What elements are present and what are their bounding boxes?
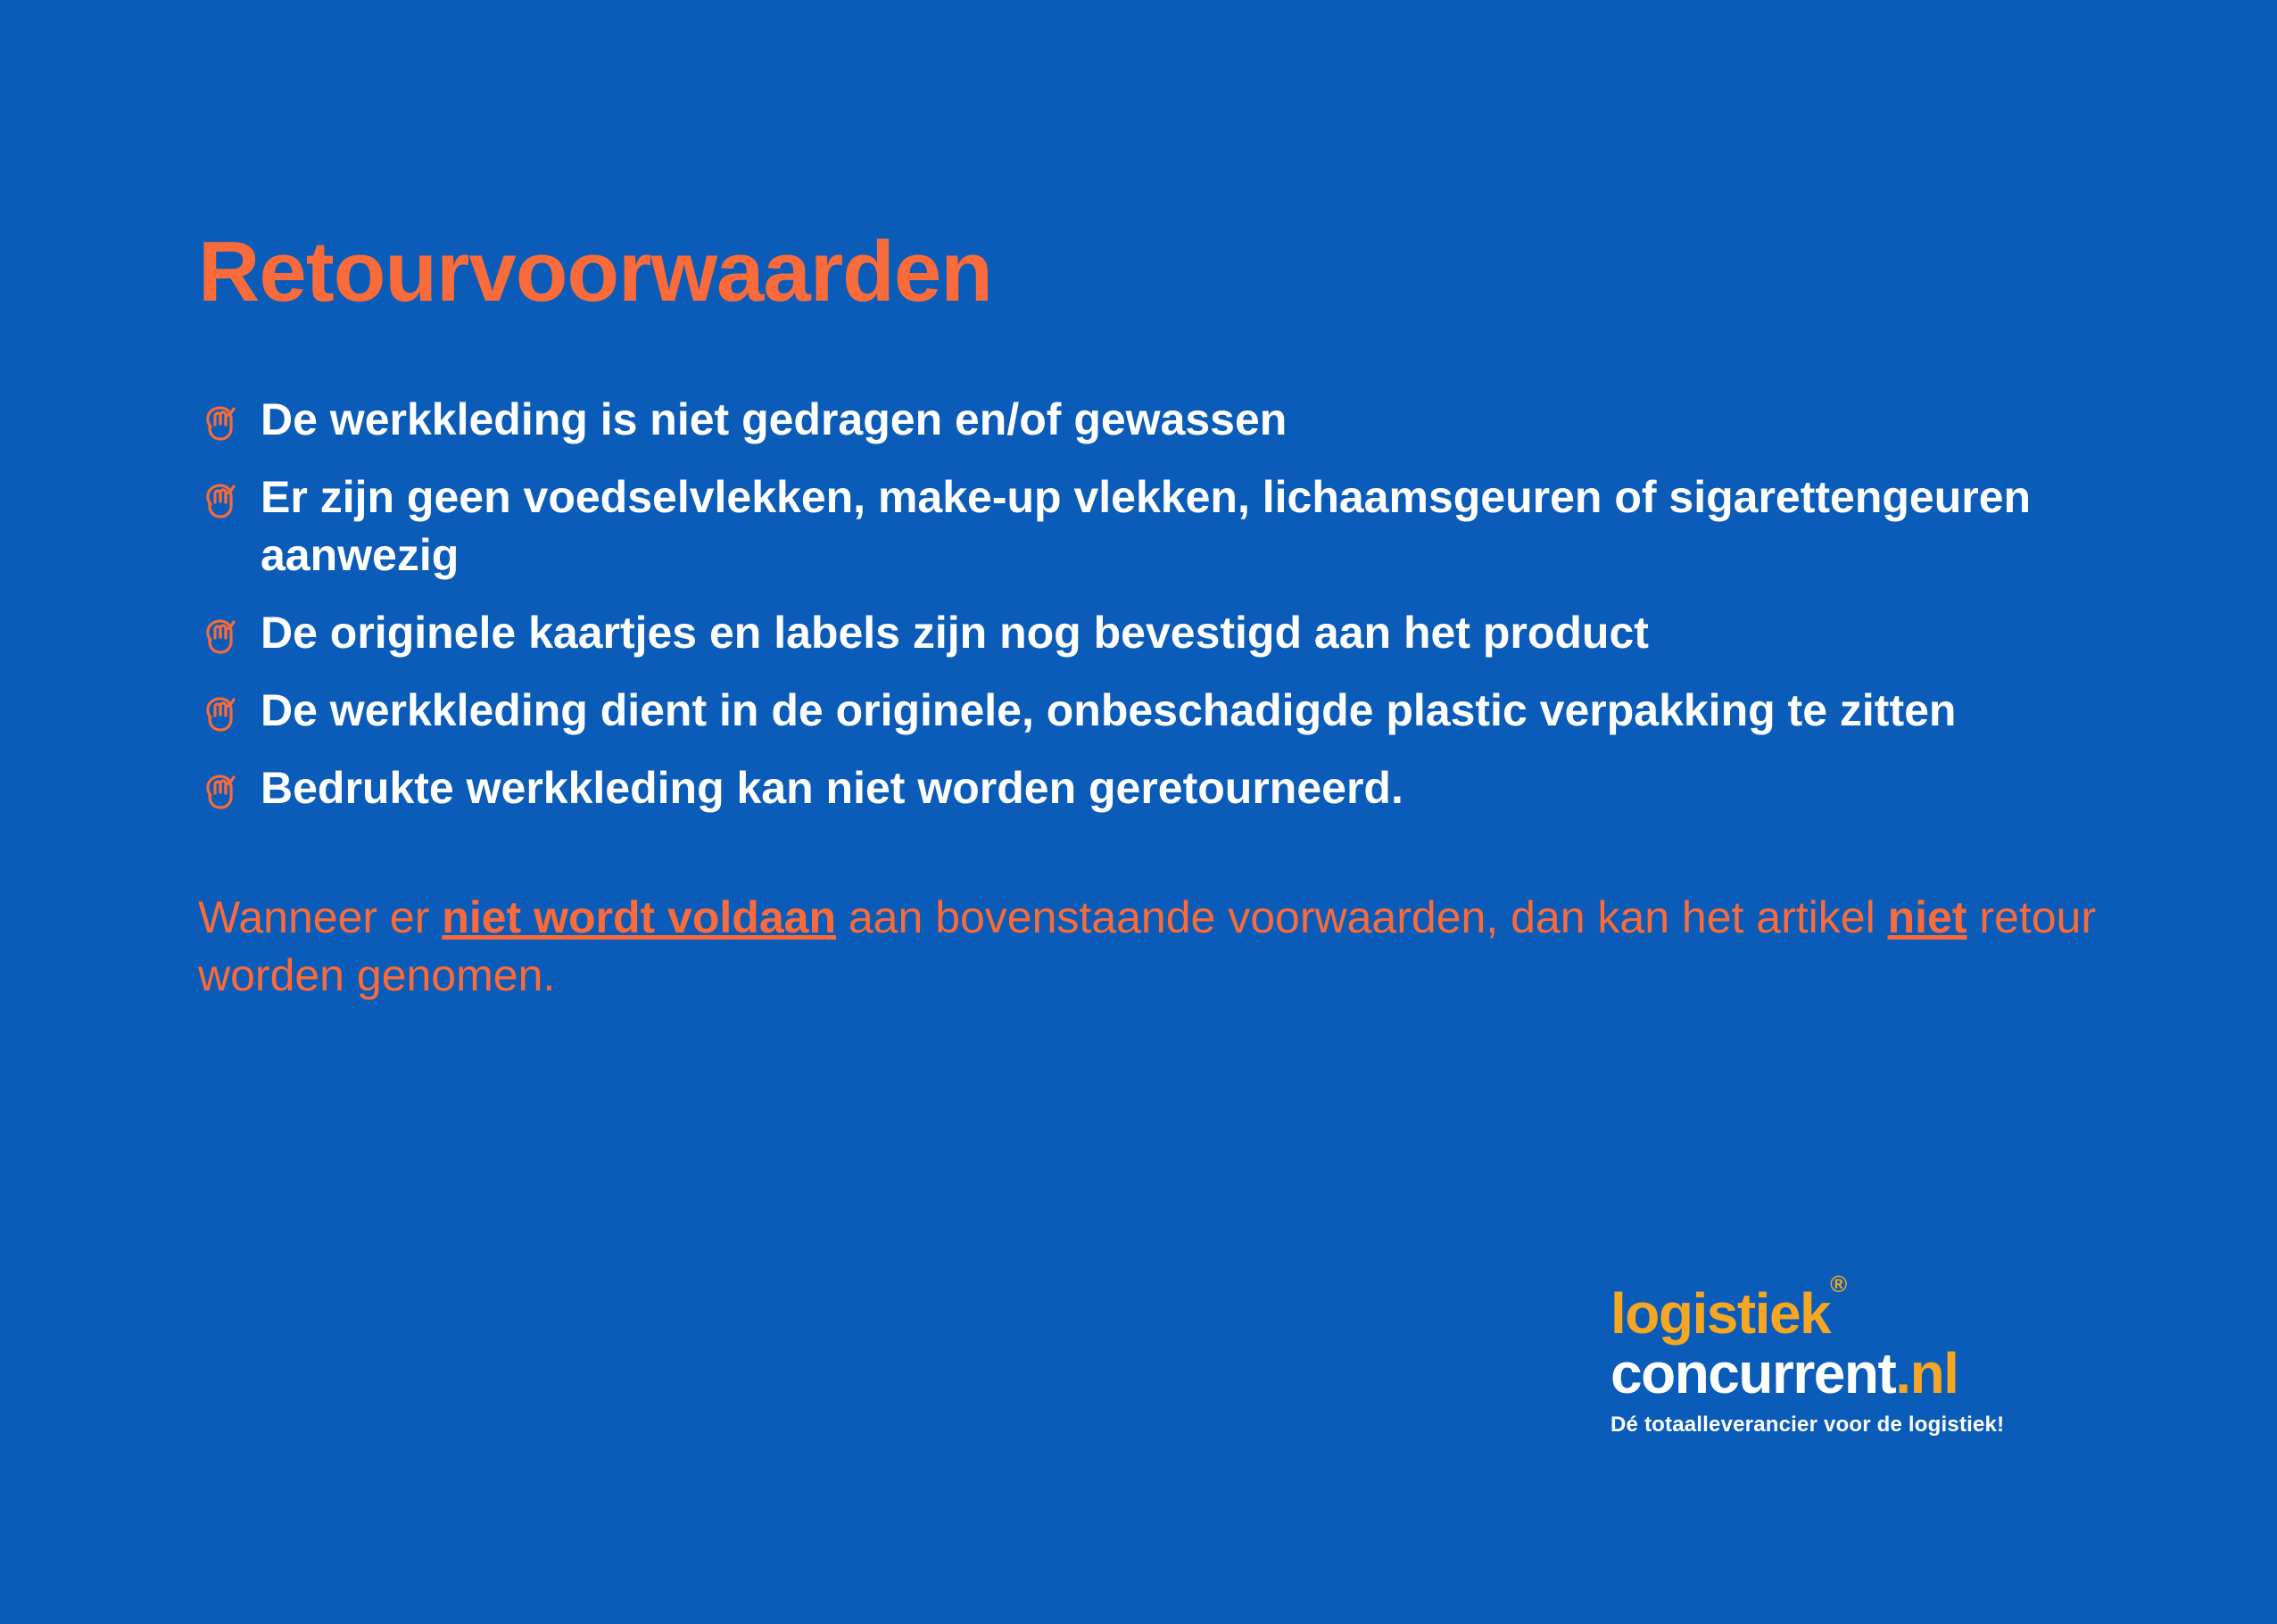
logo: [1610, 1271, 2074, 1438]
list-item-label: Bedrukte werkkleding kan niet worden geretourneerd.: [261, 762, 1403, 813]
note-emphasis-2: niet: [1887, 891, 1967, 942]
list-item-label: De werkkleding dient in de originele, onbeschadigde plastic verpakking te zitten: [261, 684, 1957, 735]
return-policy-note: [198, 889, 2116, 1005]
slide-content: [198, 224, 2125, 1049]
list-item-label: Er zijn geen voedselvlekken, make-up vlekken, lichaamsgeuren of sigarettengeuren aanwezig: [261, 471, 2032, 580]
hand-bullet-icon: [198, 604, 244, 659]
hand-bullet-icon: [198, 391, 244, 446]
list-item-label: De originele kaartjes en labels zijn nog bevestigd aan het product: [261, 607, 1649, 658]
list-item: [198, 468, 2125, 584]
list-item: [198, 682, 2125, 740]
note-part-3: retour worden genomen.: [198, 891, 2096, 1000]
list-item-label: De werkkleding is niet gedragen en/of gewassen: [261, 394, 1288, 444]
list-item: [198, 391, 2125, 449]
hand-bullet-icon: [198, 682, 244, 737]
note-part-2: aan bovenstaande voorwaarden, dan kan het artikel: [835, 891, 1888, 942]
logo-line-logistiek: [1610, 1271, 2074, 1346]
logo-text-nl: .nl: [1895, 1341, 1958, 1405]
list-item: [198, 604, 2125, 662]
note-part-1: Wanneer er: [198, 891, 443, 942]
logo-tagline: Dé totaalleverancier voor de logistiek!: [1610, 1413, 2005, 1438]
registered-trademark-icon: ®: [1830, 1271, 1846, 1297]
note-emphasis-1: niet wordt voldaan: [442, 891, 836, 942]
conditions-list: [198, 391, 2125, 817]
logo-text-concurrent: concurrent: [1610, 1341, 1896, 1405]
logo-line-concurrent: [1610, 1341, 2074, 1405]
hand-bullet-icon: [198, 468, 244, 524]
list-item: [198, 759, 2125, 817]
page-title: Retourvoorwaarden: [198, 224, 992, 319]
hand-bullet-icon: [198, 759, 244, 815]
logo-text-logistiek: logistiek: [1610, 1281, 1831, 1346]
